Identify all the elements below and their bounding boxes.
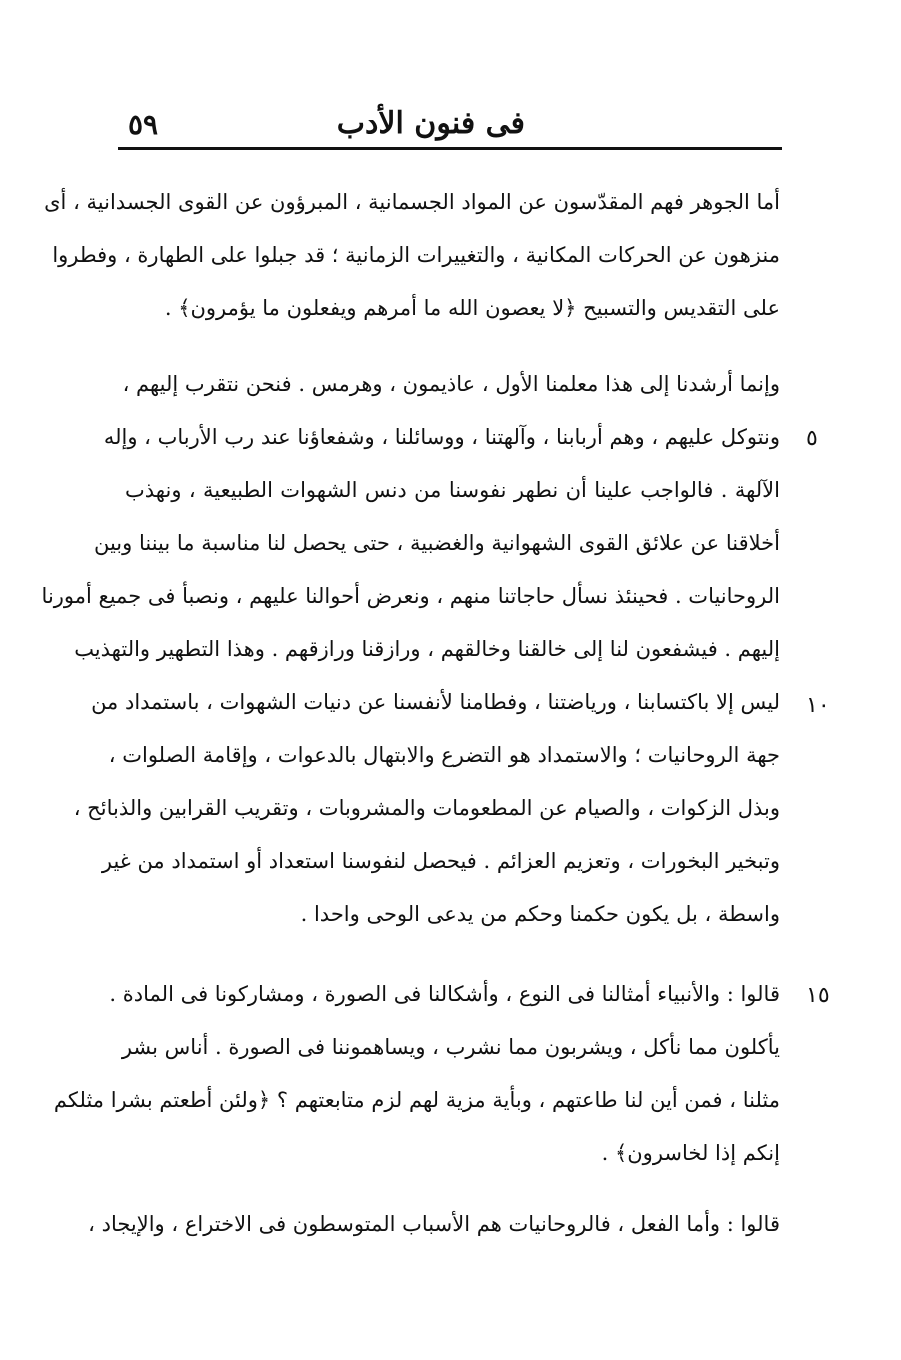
text-line: وبذل الزكوات ، والصيام عن المطعومات والمشروبات ، وتقريب القرابين والذبائح ، — [73, 796, 780, 820]
text-line: جهة الروحانيات ؛ والاستمداد هو التضرع والابتهال بالدعوات ، وإقامة الصلوات ، — [108, 743, 780, 767]
text-line: أما الجوهر فهم المقدّسون عن المواد الجسمانية ، المبرؤون عن القوى الجسدانية ، أى — [44, 190, 780, 214]
text-line: وتبخير البخورات ، وتعزيم العزائم . فيحصل لنفوسنا استعداد أو استمداد من غير — [101, 849, 780, 873]
text-line: ونتوكل عليهم ، وهم أربابنا ، وآلهتنا ، ووسائلنا ، وشفعاؤنا عند رب الأرباب ، وإله — [103, 425, 780, 449]
text-line: واسطة ، بل يكون حكمنا وحكم من يدعى الوحى واحدا . — [300, 902, 780, 926]
header-rule — [118, 147, 782, 150]
text-line: إليهم . فيشفعون لنا إلى خالقنا وخالقهم ، ورازقنا ورازقهم . وهذا التطهير والتهذيب — [74, 637, 780, 661]
text-line: الروحانيات . فحينئذ نسأل حاجاتنا منهم ، ونعرض أحوالنا عليهم ، ونصبأ فى جميع أمورنا — [41, 584, 780, 608]
text-line: يأكلون مما نأكل ، ويشربون مما نشرب ، ويساهموننا فى الصورة . أناس بشر — [121, 1035, 780, 1059]
margin-line-number: ١٥ — [806, 983, 830, 1008]
text-line: مثلنا ، فمن أين لنا طاعتهم ، وبأية مزية لهم لزم متابعتهم ؟ ﴿ولئن أطعتم بشرا مثلكم — [53, 1088, 780, 1112]
text-line: ليس إلا باكتسابنا ، ورياضتنا ، وفطامنا لأنفسنا عن دنيات الشهوات ، باستمداد من — [91, 690, 780, 714]
paragraph-4 — [88, 1198, 780, 1251]
text-line: إنكم إذا لخاسرون﴾ . — [601, 1141, 780, 1165]
page-header — [118, 102, 780, 148]
paragraph-2 — [41, 358, 780, 941]
paragraph-3 — [53, 968, 780, 1180]
text-line: أخلاقنا عن علائق القوى الشهوانية والغضبية ، حتى يحصل لنا مناسبة ما بيننا وبين — [93, 531, 780, 555]
text-line: وإنما أرشدنا إلى هذا معلمنا الأول ، عاذيمون ، وهرمس . فنحن نتقرب إليهم ، — [122, 372, 780, 396]
text-line: الآلهة . فالواجب علينا أن نطهر نفوسنا من دنس الشهوات الطبيعية ، ونهذب — [125, 478, 780, 502]
text-line: قالوا : وأما الفعل ، فالروحانيات هم الأسباب المتوسطون فى الاختراع ، والإيجاد ، — [88, 1212, 780, 1236]
page-number: ٥٩ — [128, 108, 159, 141]
text-line: منزهون عن الحركات المكانية ، والتغييرات الزمانية ؛ قد جبلوا على الطهارة ، وفطروا — [52, 243, 780, 267]
text-line: على التقديس والتسبيح ﴿لا يعصون الله ما أمرهم ويفعلون ما يؤمرون﴾ . — [164, 296, 780, 320]
paragraph-1 — [44, 176, 780, 335]
margin-line-number: ١٠ — [806, 693, 830, 718]
margin-line-number: ٥ — [806, 426, 818, 451]
running-title: فى فنون الأدب — [336, 106, 525, 141]
text-line: قالوا : والأنبياء أمثالنا فى النوع ، وأشكالنا فى الصورة ، ومشاركونا فى المادة . — [109, 982, 780, 1006]
